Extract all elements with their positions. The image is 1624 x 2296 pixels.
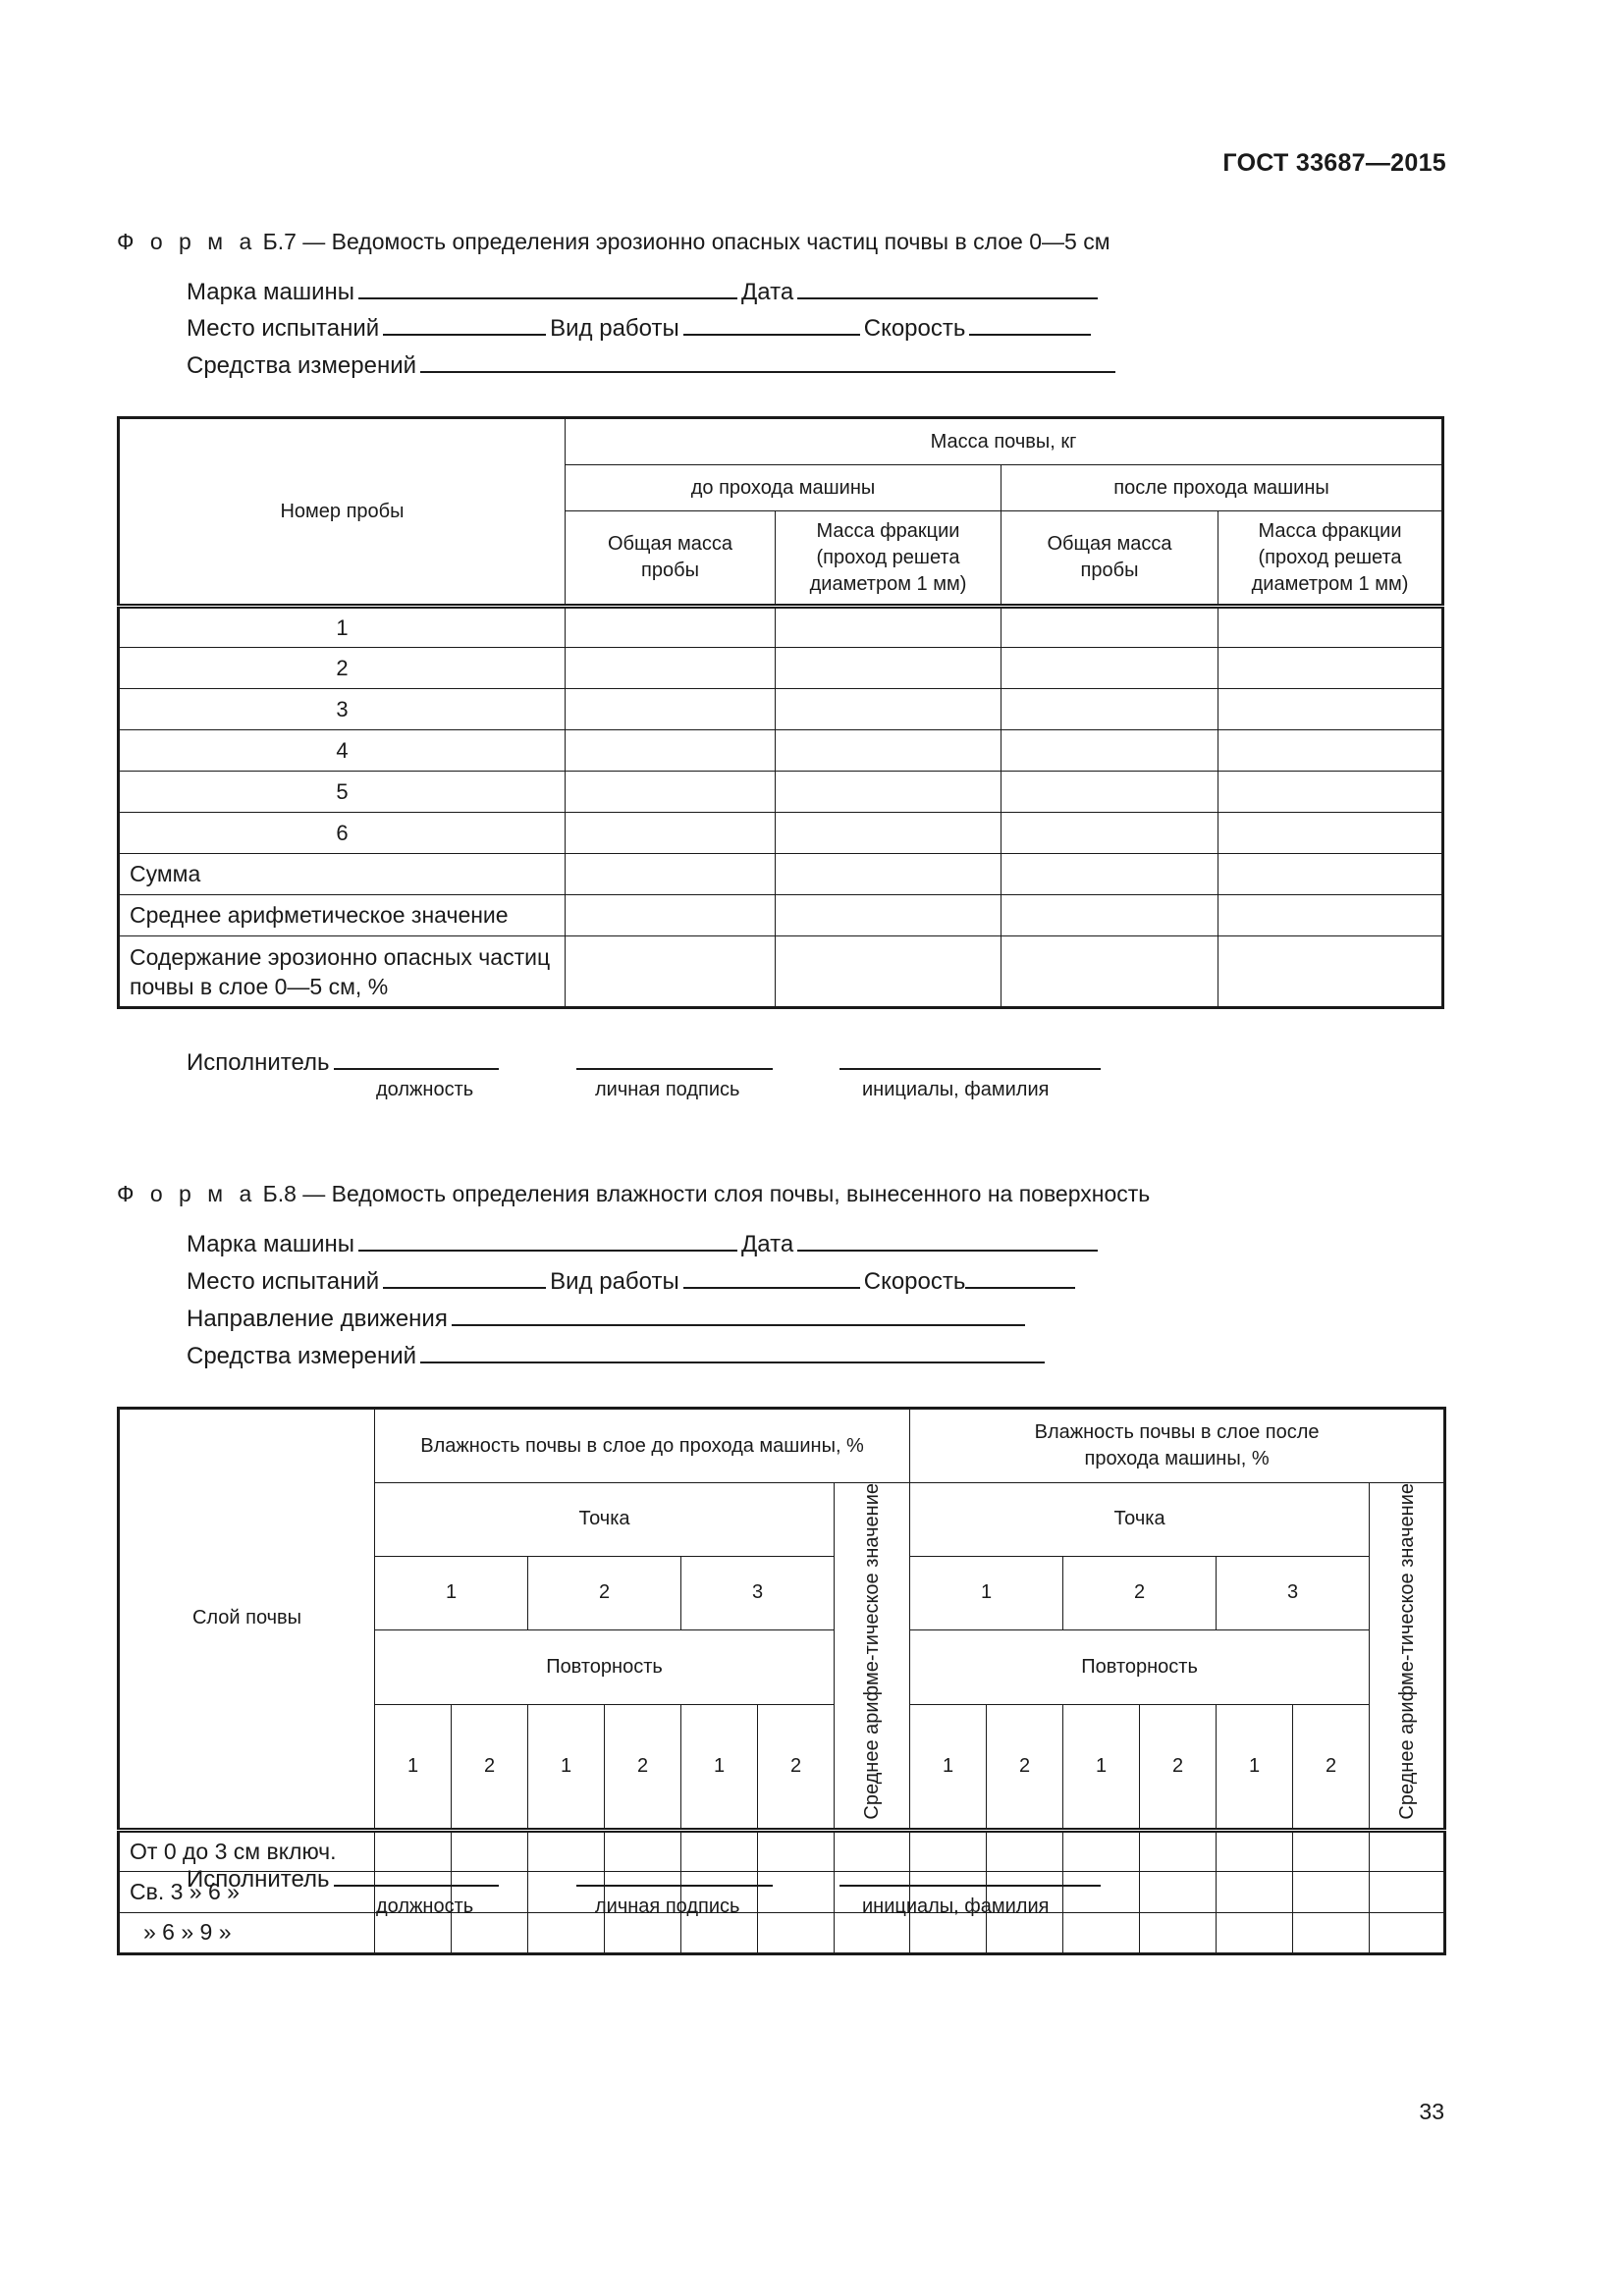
cell[interactable] — [1217, 1912, 1293, 1953]
name-blank[interactable] — [839, 1885, 1101, 1887]
cell[interactable] — [776, 607, 1001, 648]
cell[interactable] — [835, 1912, 910, 1953]
form-b7-title-prefix: Ф о р м а — [117, 229, 257, 254]
sample-number: 1 — [119, 607, 566, 648]
brand-blank[interactable] — [358, 278, 737, 299]
sample-number: 4 — [119, 730, 566, 772]
table-row — [119, 854, 1443, 895]
date-label: Дата — [741, 1231, 794, 1257]
cell[interactable] — [1218, 648, 1443, 689]
sample-number: 6 — [119, 813, 566, 854]
repeat-num: 1 — [910, 1705, 987, 1830]
cell[interactable] — [1001, 895, 1218, 936]
repeat-header-after: Повторность — [910, 1629, 1370, 1704]
signature-blank[interactable] — [576, 1068, 773, 1070]
cell[interactable] — [1140, 1830, 1217, 1871]
cell[interactable] — [1063, 1871, 1140, 1912]
mean-header-before: Среднее арифме-тическое значение — [835, 1483, 910, 1831]
cell[interactable] — [566, 689, 776, 730]
cell[interactable] — [1293, 1912, 1370, 1953]
speed-blank[interactable] — [965, 1267, 1075, 1289]
point-2-before: 2 — [528, 1556, 681, 1629]
repeat-num: 2 — [758, 1705, 835, 1830]
performer-label: Исполнитель — [187, 1049, 330, 1076]
cell[interactable] — [375, 1912, 452, 1953]
cell[interactable] — [1001, 689, 1218, 730]
table-row — [119, 936, 1443, 1008]
col-total-after: Общая масса пробы — [1001, 511, 1218, 607]
table-row — [119, 813, 1443, 854]
row-sum-label: Сумма — [119, 854, 566, 895]
date-blank[interactable] — [797, 278, 1098, 299]
position-blank[interactable] — [334, 1865, 499, 1887]
cell[interactable] — [1063, 1830, 1140, 1871]
cell[interactable] — [776, 936, 1001, 1008]
place-label: Место испытаний — [187, 315, 380, 342]
direction-blank[interactable] — [452, 1305, 1025, 1326]
repeat-num: 2 — [1140, 1705, 1217, 1830]
cell[interactable] — [776, 730, 1001, 772]
cell[interactable] — [1218, 772, 1443, 813]
cell[interactable] — [776, 772, 1001, 813]
table-row — [119, 895, 1443, 936]
repeat-num: 1 — [528, 1705, 605, 1830]
brand-blank[interactable] — [358, 1230, 737, 1252]
table-row — [119, 730, 1443, 772]
repeat-header-before: Повторность — [375, 1629, 835, 1704]
cell[interactable] — [528, 1912, 605, 1953]
cell[interactable] — [1001, 648, 1218, 689]
table-row — [119, 772, 1443, 813]
table-row — [119, 1912, 1445, 1953]
cell[interactable] — [1218, 936, 1443, 1008]
page-number: 33 — [1419, 2099, 1444, 2124]
direction-label: Направление движения — [187, 1306, 448, 1332]
place-blank[interactable] — [383, 314, 546, 336]
point-header-after: Точка — [910, 1483, 1370, 1557]
cell[interactable] — [1370, 1830, 1445, 1871]
cell[interactable] — [758, 1912, 835, 1953]
form-b8-line-tools — [187, 1342, 1049, 1370]
caption-position: должность — [376, 1079, 474, 1100]
signature-blank[interactable] — [576, 1885, 773, 1887]
form-b7-performer — [187, 1048, 503, 1077]
cell[interactable] — [776, 895, 1001, 936]
tools-label: Средства измерений — [187, 352, 417, 379]
name-blank[interactable] — [839, 1068, 1101, 1070]
cell[interactable] — [910, 1830, 987, 1871]
cell[interactable] — [1217, 1830, 1293, 1871]
col-before-header: Влажность почвы в слое до прохода машины, % — [375, 1409, 910, 1483]
layer-label: От 0 до 3 см включ. — [119, 1830, 375, 1871]
row-mean-label: Среднее арифметическое значение — [119, 895, 566, 936]
cell[interactable] — [566, 936, 776, 1008]
cell[interactable] — [1140, 1871, 1217, 1912]
repeat-num: 2 — [452, 1705, 528, 1830]
cell[interactable] — [987, 1830, 1063, 1871]
form-b7-table — [117, 416, 1444, 1009]
brand-label: Марка машины — [187, 279, 355, 305]
cell[interactable] — [1218, 813, 1443, 854]
form-b7-line-tools — [187, 351, 1119, 380]
cell[interactable] — [1001, 730, 1218, 772]
col-fraction-before: Масса фракции (проход решета диаметром 1 мм) — [776, 511, 1001, 607]
point-2-after: 2 — [1063, 1556, 1217, 1629]
cell[interactable] — [452, 1912, 528, 1953]
place-blank[interactable] — [383, 1267, 546, 1289]
work-blank[interactable] — [683, 314, 860, 336]
work-label: Вид работы — [550, 315, 679, 342]
brand-label: Марка машины — [187, 1231, 355, 1257]
cell[interactable] — [605, 1830, 681, 1871]
point-1-before: 1 — [375, 1556, 528, 1629]
tools-blank[interactable] — [420, 351, 1115, 373]
form-b8-line-brand — [187, 1230, 1102, 1258]
cell[interactable] — [566, 607, 776, 648]
form-b8-title-text: Б.8 — Ведомость определения влажности слоя почвы, вынесенного на поверхность — [262, 1181, 1151, 1206]
cell[interactable] — [776, 648, 1001, 689]
cell[interactable] — [1293, 1830, 1370, 1871]
tools-label: Средства измерений — [187, 1343, 417, 1369]
cell[interactable] — [566, 813, 776, 854]
cell[interactable] — [1218, 607, 1443, 648]
form-b7-title — [117, 229, 1110, 255]
date-blank[interactable] — [797, 1230, 1098, 1252]
cell[interactable] — [758, 1871, 835, 1912]
performer-label: Исполнитель — [187, 1866, 330, 1893]
point-1-after: 1 — [910, 1556, 1063, 1629]
repeat-num: 2 — [987, 1705, 1063, 1830]
repeat-num: 1 — [1217, 1705, 1293, 1830]
table-row — [119, 648, 1443, 689]
repeat-num: 2 — [1293, 1705, 1370, 1830]
sample-number: 3 — [119, 689, 566, 730]
col-before-header: до прохода машины — [566, 465, 1001, 511]
point-header-before: Точка — [375, 1483, 835, 1557]
sample-number: 2 — [119, 648, 566, 689]
repeat-num: 1 — [375, 1705, 452, 1830]
point-3-before: 3 — [681, 1556, 835, 1629]
tools-blank[interactable] — [420, 1342, 1045, 1363]
cell[interactable] — [1001, 854, 1218, 895]
cell[interactable] — [1001, 813, 1218, 854]
cell[interactable] — [1218, 730, 1443, 772]
cell[interactable] — [776, 854, 1001, 895]
caption-name: инициалы, фамилия — [862, 1079, 1050, 1100]
cell[interactable] — [681, 1830, 758, 1871]
cell[interactable] — [1140, 1912, 1217, 1953]
form-b8-performer — [187, 1865, 503, 1894]
col-layer-header: Слой почвы — [119, 1409, 375, 1831]
cell[interactable] — [1370, 1871, 1445, 1912]
speed-label: Скорость — [863, 315, 966, 342]
cell[interactable] — [1218, 689, 1443, 730]
form-b8-title — [117, 1181, 1150, 1207]
speed-label: Скорость — [863, 1268, 966, 1295]
point-3-after: 3 — [1217, 1556, 1370, 1629]
speed-blank[interactable] — [969, 314, 1091, 336]
form-b8-line-place — [187, 1267, 1079, 1296]
table-row — [119, 607, 1443, 648]
cell[interactable] — [1218, 854, 1443, 895]
cell[interactable] — [1001, 607, 1218, 648]
cell[interactable] — [1218, 895, 1443, 936]
form-b8-title-prefix: Ф о р м а — [117, 1181, 257, 1206]
col-fraction-after: Масса фракции (проход решета диаметром 1 мм) — [1218, 511, 1443, 607]
repeat-num: 1 — [1063, 1705, 1140, 1830]
layer-label: » 6 » 9 » — [119, 1912, 375, 1953]
repeat-num: 2 — [605, 1705, 681, 1830]
cell[interactable] — [758, 1830, 835, 1871]
work-label: Вид работы — [550, 1268, 679, 1295]
cell[interactable] — [528, 1830, 605, 1871]
row-content-label: Содержание эрозионно опасных частиц почвы в слое 0—5 см, % — [119, 936, 566, 1008]
place-label: Место испытаний — [187, 1268, 380, 1295]
caption-position: должность — [376, 1896, 474, 1917]
repeat-num: 1 — [681, 1705, 758, 1830]
work-blank[interactable] — [683, 1267, 860, 1289]
cell[interactable] — [987, 1912, 1063, 1953]
col-after-header: Влажность почвы в слое после прохода машины, % — [910, 1409, 1445, 1483]
cell[interactable] — [1001, 936, 1218, 1008]
col-mass-header: Масса почвы, кг — [566, 418, 1443, 465]
cell[interactable] — [566, 854, 776, 895]
caption-name: инициалы, фамилия — [862, 1896, 1050, 1917]
cell[interactable] — [566, 648, 776, 689]
layer-label: Св. 3 » 6 » — [119, 1871, 375, 1912]
form-b7-line-brand — [187, 278, 1102, 306]
col-total-before: Общая масса пробы — [566, 511, 776, 607]
standard-header: ГОСТ 33687—2015 — [1222, 149, 1446, 177]
date-label: Дата — [741, 279, 794, 305]
cell[interactable] — [1370, 1912, 1445, 1953]
cell[interactable] — [605, 1912, 681, 1953]
caption-signature: личная подпись — [595, 1079, 740, 1100]
col-sample-header: Номер пробы — [119, 418, 566, 607]
caption-signature: личная подпись — [595, 1896, 740, 1917]
position-blank[interactable] — [334, 1048, 499, 1070]
col-after-header: после прохода машины — [1001, 465, 1443, 511]
form-b7-line-place — [187, 314, 1095, 343]
cell[interactable] — [910, 1912, 987, 1953]
cell[interactable] — [776, 689, 1001, 730]
cell[interactable] — [1293, 1871, 1370, 1912]
cell[interactable] — [776, 813, 1001, 854]
form-b7-title-text: Б.7 — Ведомость определения эрозионно опасных частиц почвы в слое 0—5 см — [262, 229, 1110, 254]
cell[interactable] — [681, 1912, 758, 1953]
table-row — [119, 689, 1443, 730]
cell[interactable] — [528, 1871, 605, 1912]
cell[interactable] — [1001, 772, 1218, 813]
cell[interactable] — [1217, 1871, 1293, 1912]
mean-header-after: Среднее арифме-тическое значение — [1370, 1483, 1445, 1831]
cell[interactable] — [566, 895, 776, 936]
form-b8-line-direction — [187, 1305, 1029, 1333]
cell[interactable] — [1063, 1912, 1140, 1953]
cell[interactable] — [566, 730, 776, 772]
sample-number: 5 — [119, 772, 566, 813]
cell[interactable] — [835, 1830, 910, 1871]
cell[interactable] — [566, 772, 776, 813]
